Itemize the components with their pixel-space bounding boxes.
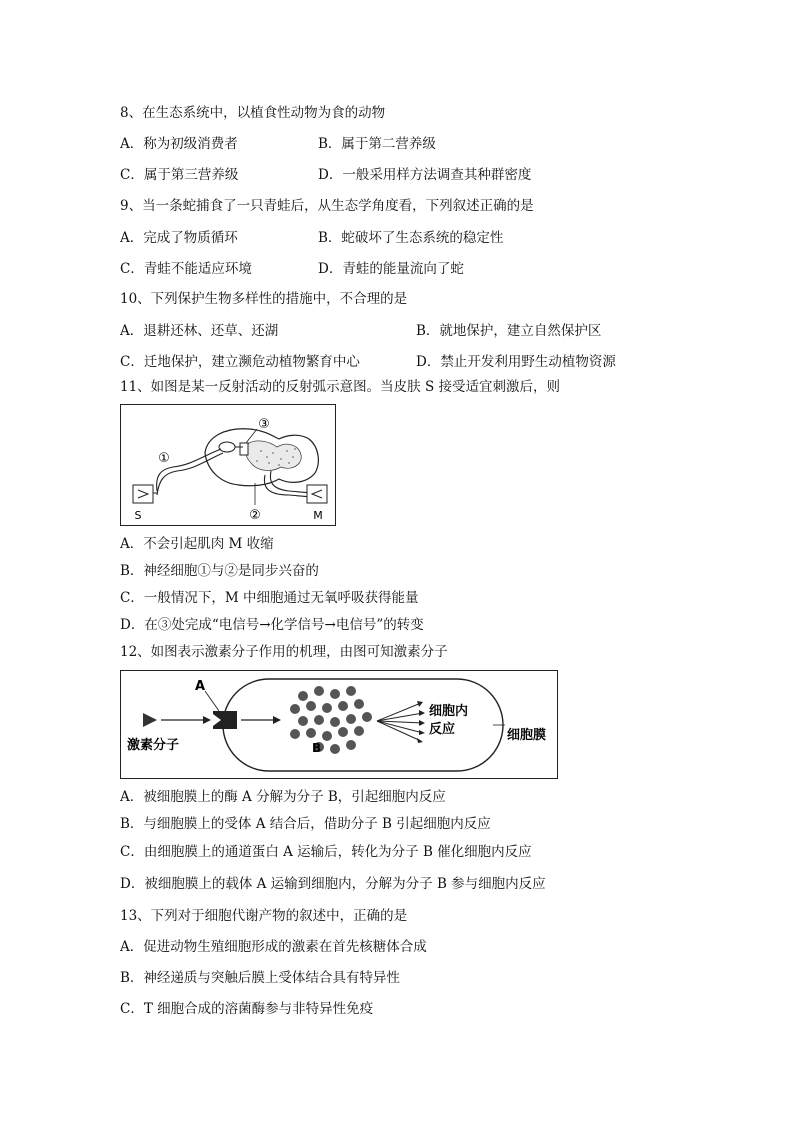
label-s: S <box>134 509 142 522</box>
hormone-label: 激素分子 <box>127 738 180 753</box>
receptor-box <box>133 485 153 503</box>
label-3: ③ <box>258 417 270 432</box>
reflex-arc-diagram <box>121 405 335 525</box>
q9-option-a: A．完成了物质循环 <box>120 230 238 246</box>
q11-option-a: A．不会引起肌肉 M 收缩 <box>120 536 274 552</box>
q8-option-a: A．称为初级消费者 <box>120 136 238 152</box>
q12-option-c: C．由细胞膜上的通道蛋白 A 运输后，转化为分子 B 催化细胞内反应 <box>120 844 532 860</box>
label-2: ② <box>249 508 261 523</box>
q8-option-d: D．一般采用样方法调查其种群密度 <box>318 167 532 183</box>
q13-stem: 13、下列对于细胞代谢产物的叙述中，正确的是 <box>120 908 408 924</box>
q11-option-b: B．神经细胞①与②是同步兴奋的 <box>120 563 319 579</box>
q11-stem: 11、如图是某一反射活动的反射弧示意图。当皮肤 S 接受适宜刺激后，则 <box>120 379 561 395</box>
label-m: M <box>313 509 323 522</box>
molecule-b-cluster <box>290 686 372 754</box>
q12-stem: 12、如图表示激素分子作用的机理，由图可知激素分子 <box>120 644 448 660</box>
hormone-mechanism-diagram <box>121 671 557 778</box>
membrane-label: 细胞膜 <box>507 728 547 743</box>
receptor-a <box>213 711 237 729</box>
q9-stem: 9、当一条蛇捕食了一只青蛙后，从生态学角度看，下列叙述正确的是 <box>120 198 534 214</box>
q9-option-b: B．蛇破坏了生态系统的稳定性 <box>318 230 504 246</box>
q10-stem: 10、下列保护生物多样性的措施中，不合理的是 <box>120 291 408 307</box>
reflex-arc-figure <box>120 404 336 526</box>
q9-option-d: D．青蛙的能量流向了蛇 <box>318 261 464 277</box>
q10-option-c: C．迁地保护，建立濒危动植物繁育中心 <box>120 354 360 370</box>
q11-option-d: D．在③处完成“电信号→化学信号→电信号”的转变 <box>120 617 424 633</box>
q13-option-b: B．神经递质与突触后膜上受体结合具有特异性 <box>120 970 400 986</box>
cell-membrane <box>223 679 503 771</box>
q13-option-a: A．促进动物生殖细胞形成的激素在首先核糖体合成 <box>120 939 427 955</box>
reaction-arrows <box>377 703 423 741</box>
q12-option-a: A．被细胞膜上的酶 A 分解为分子 B，引起细胞内反应 <box>120 789 446 805</box>
label-a: A <box>195 679 206 694</box>
q12-option-b: B．与细胞膜上的受体 A 结合后，借助分子 B 引起细胞内反应 <box>120 816 491 832</box>
gray-matter <box>245 441 301 471</box>
label-1: ① <box>158 451 170 466</box>
q12-option-d: D．被细胞膜上的载体 A 运输到细胞内，分解为分子 B 参与细胞内反应 <box>120 876 546 892</box>
q8-option-c: C．属于第三营养级 <box>120 167 239 183</box>
effector-box <box>307 485 327 503</box>
reaction-label-line2: 反应 <box>429 722 456 737</box>
q10-option-b: B．就地保护，建立自然保护区 <box>416 323 602 339</box>
q8-stem: 8、在生态系统中，以植食性动物为食的动物 <box>120 105 386 121</box>
reaction-label-line1: 细胞内 <box>429 704 469 719</box>
q8-option-b: B．属于第二营养级 <box>318 136 436 152</box>
q13-option-c: C．T 细胞合成的溶菌酶参与非特异性免疫 <box>120 1001 374 1017</box>
hormone-mechanism-figure <box>120 670 558 779</box>
q10-option-d: D．禁止开发利用野生动植物资源 <box>416 354 616 370</box>
synapse-box <box>240 443 248 455</box>
ganglion <box>219 442 235 452</box>
q11-option-c: C．一般情况下，M 中细胞通过无氧呼吸获得能量 <box>120 590 419 606</box>
hormone-triangle <box>143 713 157 727</box>
label-b: B <box>312 741 322 755</box>
q9-option-c: C．青蛙不能适应环境 <box>120 261 252 277</box>
q10-option-a: A．退耕还林、还草、还湖 <box>120 323 279 339</box>
